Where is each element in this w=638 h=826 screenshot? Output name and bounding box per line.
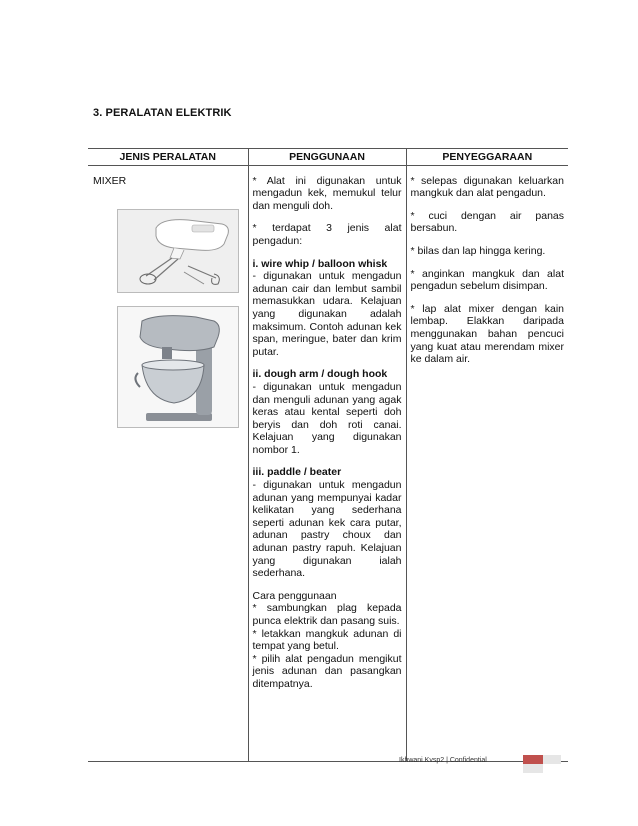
- usage-type1-title: i. wire whip / balloon whisk: [252, 257, 388, 270]
- footer-accent-block: [523, 755, 543, 764]
- maintenance-item: * lap alat mixer dengan kain lembap. Elakkan daripada menggunakan bahan pencuci yang kuat atau merendam mixer ke dalam air.: [410, 302, 564, 366]
- hand-mixer-image: [117, 209, 239, 293]
- usage-type1-desc: - digunakan untuk mengadun adunan cair dan lembut sambil memasukkan udara. Kelajuan yang digunakan adalah maksimum. Contoh adunan kek span, meringue, bater dan krim putar.: [252, 270, 402, 358]
- usage-howto-step3: * pilih alat pengadun mengikut jenis adunan dan pasangkan ditempatnya.: [252, 652, 402, 690]
- usage-type2-desc: - digunakan untuk mengadun dan menguli adunan yang agak keras atau kental seperti doh beryis dan doh roti canai. Kelajuan yang digunakan nombor 1.: [252, 380, 402, 456]
- header-equipment-type: JENIS PERALATAN: [88, 149, 248, 166]
- usage-howto-step2: * letakkan mangkuk adunan di tempat yang betul.: [252, 627, 402, 653]
- usage-type2: [253, 368, 402, 456]
- usage-type3-desc: - digunakan untuk mengadun adunan yang mempunyai kadar kelikatan yang sederhana seperti adunan kek cara putar, adunan pastry choux dan adunan pastry rapuh. Kelajuan yang digunakan ialah sederhana.: [252, 479, 402, 580]
- table-header-row: [88, 149, 568, 166]
- footer-grey-block: [543, 755, 561, 764]
- usage-type3: [253, 466, 402, 579]
- equipment-name: MIXER: [93, 174, 127, 187]
- maintenance-item: * anginkan mangkuk dan alat pengadun sebelum disimpan.: [410, 267, 564, 293]
- usage-howto-title: Cara penggunaan: [252, 589, 337, 602]
- usage-howto-step1: * sambungkan plag kepada punca elektrik dan pasang suis.: [252, 602, 402, 627]
- footer-grey-block-lower: [523, 764, 543, 773]
- usage-type2-title: ii. dough arm / dough hook: [252, 368, 388, 381]
- equipment-cell: [88, 165, 248, 761]
- maintenance-item: * cuci dengan air panas bersabun.: [410, 209, 564, 235]
- footer-text: Ikhwani Kvsp2 | Confidential: [399, 757, 487, 764]
- usage-types-intro: * terdapat 3 jenis alat pengadun:: [252, 222, 402, 247]
- table-row: [88, 165, 568, 761]
- usage-intro: * Alat ini digunakan untuk mengadun kek, memukul telur dan menguli doh.: [252, 174, 402, 212]
- maintenance-item: * selepas digunakan keluarkan mangkuk dan alat pengadun.: [410, 174, 564, 200]
- maintenance-item: * bilas dan lap hingga kering.: [410, 244, 546, 257]
- header-usage: PENGGUNAAN: [248, 149, 406, 166]
- stand-mixer-image: [117, 306, 239, 428]
- header-maintenance: PENYEGGARAAN: [406, 149, 568, 166]
- usage-type1: [253, 258, 402, 359]
- usage-cell: [248, 165, 406, 761]
- maintenance-cell: [406, 165, 568, 761]
- equipment-table: [88, 148, 568, 762]
- section-heading: 3. PERALATAN ELEKTRIK: [93, 107, 232, 119]
- usage-type3-title: iii. paddle / beater: [252, 466, 342, 479]
